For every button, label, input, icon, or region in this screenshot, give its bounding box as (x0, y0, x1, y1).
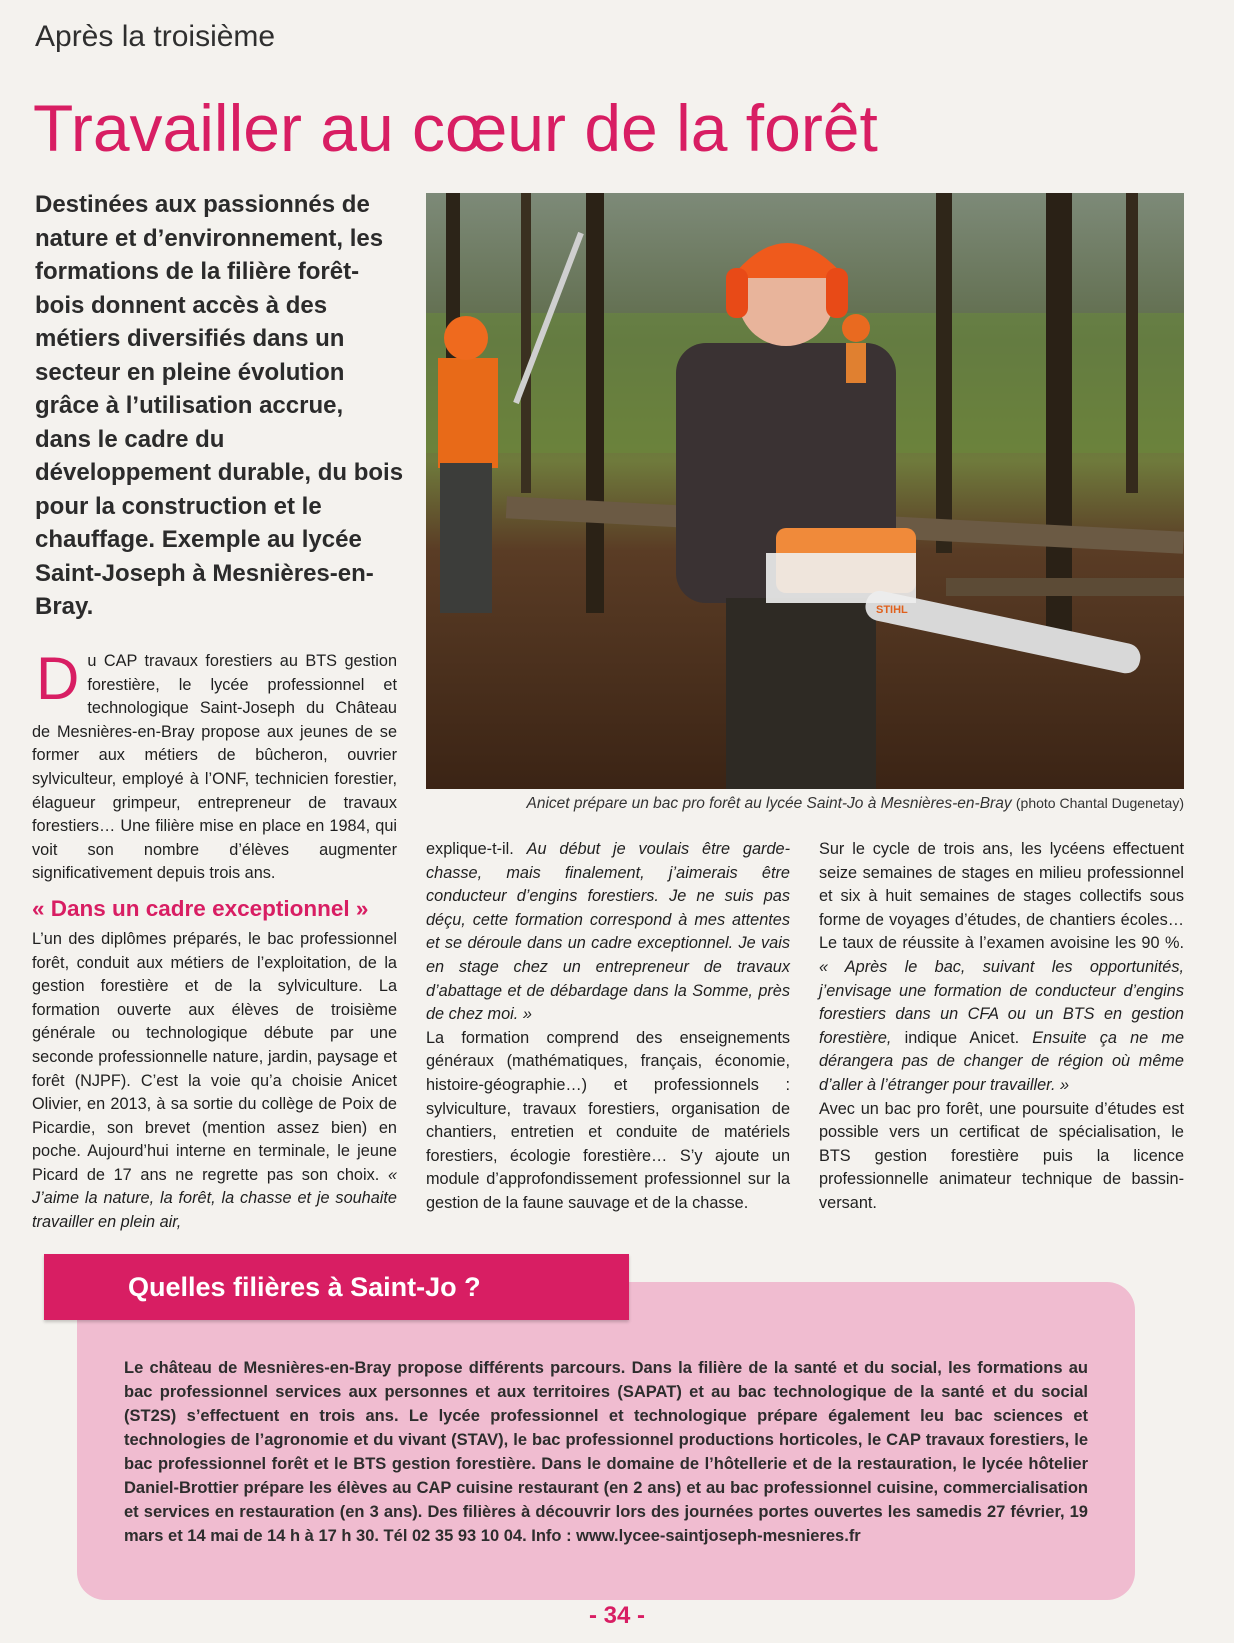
page-number: - 34 - (588, 1602, 645, 1629)
photo-caption (426, 795, 1184, 813)
section-label: Après la troisième (35, 20, 276, 53)
article-column-1 (32, 645, 398, 1235)
quote-3: « Après le bac, suivant les opportunités, j’envisage une formation de conducteur d’engins forestiers dans un CFA ou un BTS en gestion forestière, (819, 957, 1184, 1047)
dropcap: D (36, 645, 80, 712)
article-paragraph-1: L’un des diplômes préparés, le bac professionnel forêt, conduit aux métiers de l’exploitation, de la gestion forestière et de la sylviculture. La formation ouverte aux élèves de troisième générale ou technologique débute par une seconde professionnelle nature, jardin, paysage et forêt (NJPF). C’est la voie qu’a choisie Anicet Olivier, en 2013, à sa sortie du collège de Poix de Picardie, son brevet (mention assez bien) en poche. Aujourd’hui interne en terminale, le jeune Picard de 17 ans ne regrette pas son choix. (32, 929, 397, 1184)
article-paragraph-4: Avec un bac pro forêt, une poursuite d’études est possible vers un certificat de spécialisation, le BTS gestion forestière puis la licence professionnelle animateur technique de bassin-versant. (819, 1099, 1184, 1212)
photo-credit: (photo Chantal Dugenetay) (1015, 795, 1184, 811)
article-column-2 (426, 838, 790, 1216)
article-column-3 (819, 838, 1184, 1216)
chainsaw-brand: STIHL (876, 604, 908, 616)
quote-1: « J’aime la nature, la forêt, la chasse et je souhaite travailler en plein air, (32, 1165, 398, 1232)
article-subheading: « Dans un cadre exceptionnel » (32, 895, 369, 921)
caption-text: Anicet prépare un bac pro forêt au lycée Saint-Jo à Mesnières-en-Bray (526, 795, 1012, 812)
lead-paragraph: Destinées aux passionnés de nature et d’environnement, les formations de la filière forêt-bois donnent accès à des métiers diversifiés dans un secteur en pleine évolution grâce à l’utilisation accrue, dans le cadre du développement durable, du bois pour la construction et le chauffage. Exemple au lycée Saint-Joseph à Mesnières-en-Bray. (35, 191, 404, 620)
article-intro: u CAP travaux forestiers au BTS gestion forestière, le lycée professionnel et technologique Saint-Joseph du Château de Mesnières-en-Bray propose aux jeunes de se former aux métiers de bûcheron, ouvrier sylviculteur, employé à l’ONF, technicien forestier, élagueur grimpeur, entrepreneur de travaux forestiers… Une filière mise en place en 1984, qui voit son nombre d’élèves augmenter significativement depuis trois ans. (32, 652, 397, 883)
quote-2: Au début je voulais être garde-chasse, mais finalement, j’aimerais être conducteur d’engins forestiers. Je ne suis pas déçu, cette formation correspond à mes attentes et se déroule dans un cadre exceptionnel. Je vais en stage chez un entrepreneur de travaux d’abattage et de débardage dans la Somme, près de chez moi. » (426, 840, 790, 1024)
quote-4: Ensuite ça ne me dérangera pas de changer de région où même d’aller à l’étranger pour travailler. » (819, 1028, 1184, 1094)
page-title: Travailler au cœur de la forêt (33, 91, 878, 165)
article-paragraph-3: Sur le cycle de trois ans, les lycéens effectuent seize semaines de stages en milieu professionnel et six à huit semaines de stages collectifs sous forme de voyages d’études, de chantiers écoles… Le taux de réussite à l’examen avoisine les 90 %. (819, 840, 1184, 953)
info-box-title: Quelles filières à Saint-Jo ? (44, 1254, 629, 1320)
article-photo (426, 193, 1184, 789)
quote-3-attribution: indique Anicet. (904, 1028, 1020, 1047)
info-box-text: Le château de Mesnières-en-Bray propose différents parcours. Dans la filière de la santé et du social, les formations au bac professionnel services aux personnes et aux territoires (SAPAT) et au bac technologique de la santé et du social (ST2S) s’effectuent en trois ans. Le lycée professionnel et technologique prépare également leu bac sciences et technologies de l’agronomie et du vivant (STAV), le bac professionnel productions horticoles, le CAP travaux forestiers, le bac professionnel forêt et le BTS gestion forestière. Dans le domaine de l’hôtellerie et de la restauration, le lycée hôtelier Daniel-Brottier prépare les élèves au CAP cuisine restaurant (en 2 ans) et au bac professionnel cuisine, commercialisation et services en restauration (en 3 ans). Des filières à découvrir lors des journées portes ouvertes les samedis 27 février, 19 mars et 14 mai de 14 h à 17 h 30. Tél 02 35 93 10 04. Info : www.lycee-saintjoseph-mesnieres.fr (124, 1359, 1088, 1545)
quote-1-attribution: explique-t-il. (426, 840, 514, 858)
article-paragraph-2: La formation comprend des enseignements généraux (mathématiques, français, économie, histoire-géographie…) et professionnels : sylviculture, travaux forestiers, organisation de chantiers, entretien et conduite de matériels forestiers, écologie forestière… S’y ajoute un module d’approfondissement professionnel sur la gestion de la faune sauvage et de la chasse. (426, 1028, 790, 1212)
